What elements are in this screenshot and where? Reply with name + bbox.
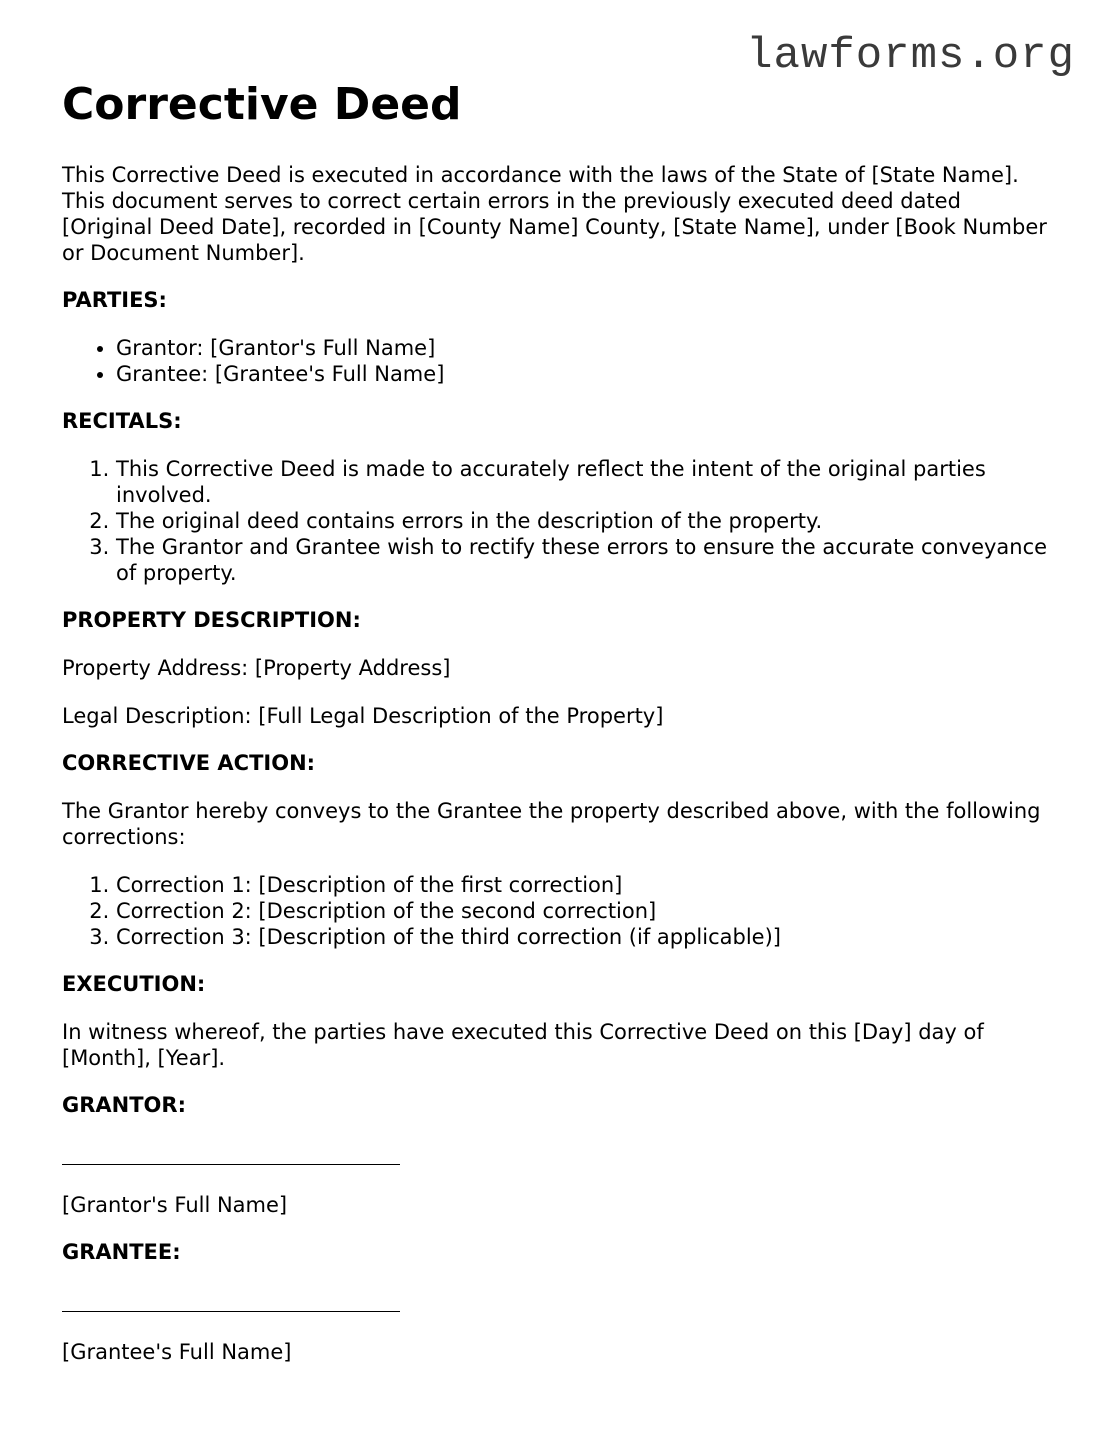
parties-list (62, 335, 1052, 387)
corrective-action-text: The Grantor hereby conveys to the Grantee the property described above, with the following corrections: (62, 799, 1041, 849)
grantee-signature-line[interactable] (62, 1311, 400, 1312)
grantor-name: [Grantor's Full Name] (62, 1193, 288, 1217)
grantor-heading: GRANTOR: (62, 1093, 186, 1117)
recitals-heading: RECITALS: (62, 409, 182, 433)
property-address: Property Address: [Property Address] (62, 656, 451, 680)
page-title: Corrective Deed (62, 79, 462, 130)
corrective-action-heading: CORRECTIVE ACTION: (62, 751, 316, 775)
recitals-list (62, 456, 1052, 586)
list-item: 3. The Grantor and Grantee wish to rectify these errors to ensure the accurate conveyance of property. (116, 534, 1052, 586)
legal-description: Legal Description: [Full Legal Description of the Property] (62, 704, 664, 728)
list-item: • Grantee: [Grantee's Full Name] (116, 361, 1052, 387)
execution-text: In witness whereof, the parties have executed this Corrective Deed on this [Day] day of [Month], [Year]. (62, 1020, 984, 1070)
list-item: 2. The original deed contains errors in the description of the property. (116, 508, 1052, 534)
list-item: 2. Correction 2: [Description of the second correction] (116, 898, 1052, 924)
list-item: 1. Correction 1: [Description of the first correction] (116, 872, 1052, 898)
corrections-list (62, 872, 1052, 950)
grantee-name: [Grantee's Full Name] (62, 1340, 292, 1364)
grantee-heading: GRANTEE: (62, 1240, 181, 1264)
property-heading: PROPERTY DESCRIPTION: (62, 608, 361, 632)
list-item: • Grantor: [Grantor's Full Name] (116, 335, 1052, 361)
execution-heading: EXECUTION: (62, 972, 206, 996)
watermark-logo: lawforms.org (746, 31, 1075, 81)
grantor-signature-line[interactable] (62, 1164, 400, 1165)
parties-heading: PARTIES: (62, 288, 167, 312)
list-item: 1. This Corrective Deed is made to accurately reflect the intent of the original parties involved. (116, 456, 1052, 508)
list-item: 3. Correction 3: [Description of the third correction (if applicable)] (116, 924, 1052, 950)
document-page (62, 78, 1052, 1365)
intro-paragraph: This Corrective Deed is executed in accordance with the laws of the State of [State Name]. This document serves to correct certain errors in the previously executed deed dated [Original Deed Date], recorded in [County Name] County, [State Name], under [Book Number or Document Number]. (62, 163, 1047, 265)
